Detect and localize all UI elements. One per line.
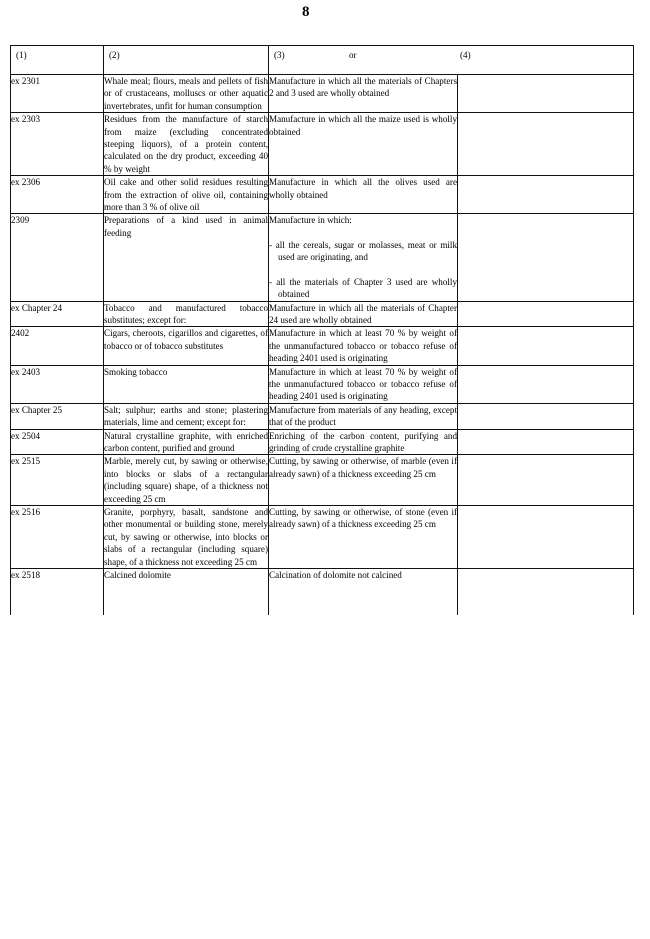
row-working bbox=[269, 214, 458, 301]
header-label-col4: (4) bbox=[460, 50, 471, 60]
row-description: Tobacco and manufactured tobacco substitutes; except for: bbox=[104, 302, 268, 325]
table-row bbox=[11, 214, 634, 301]
table-row bbox=[11, 75, 634, 113]
row-code: ex 2303 bbox=[11, 113, 104, 176]
row-working-intro: Manufacture in which: bbox=[269, 215, 352, 226]
row-working: Cutting, by sawing or otherwise, of marble (even if already sawn) of a thickness exceeding 25 cm bbox=[269, 455, 458, 506]
row-working: Cutting, by sawing or otherwise, of stone (even if already sawn) of a thickness exceeding 25 cm bbox=[269, 506, 458, 569]
row-working-bullet-1: - all the cereals, sugar or molasses, meat or milk used are originating, and bbox=[269, 239, 457, 263]
row-description: Granite, porphyry, basalt, sandstone and other monumental or building stone, merely cut, by sawing or otherwise, into blocks or slabs of a rectangular (including square) shape, of a thickness not exceeding 25 cm bbox=[104, 507, 268, 567]
row-code: 2402 bbox=[11, 327, 104, 365]
row-alternative bbox=[458, 455, 634, 506]
header-label-or: or bbox=[349, 50, 357, 60]
row-code: 2309 bbox=[11, 214, 104, 301]
header-label-col1: (1) bbox=[16, 50, 27, 60]
row-code: ex 2403 bbox=[11, 365, 104, 403]
row-alternative bbox=[458, 176, 634, 214]
table-row bbox=[11, 301, 634, 327]
row-working: Manufacture in which all the olives used are wholly obtained bbox=[269, 176, 458, 214]
origin-rules-table bbox=[10, 45, 634, 615]
row-working: Manufacture in which all the materials of Chapter 24 used are wholly obtained bbox=[269, 302, 457, 325]
header-label-col2: (2) bbox=[109, 50, 120, 60]
row-working: Manufacture in which at least 70 % by weight of the unmanufactured tobacco or tobacco refuse of heading 2401 used is originating bbox=[269, 366, 457, 402]
row-alternative bbox=[458, 569, 634, 616]
row-description: Whale meal; flours, meals and pellets of fish or of crustaceans, molluscs or other aquatic invertebrates, unfit for human consumption bbox=[104, 76, 268, 111]
header-label-col3: (3) bbox=[274, 50, 285, 60]
row-description: Salt; sulphur; earths and stone; plastering materials, lime and cement; except for: bbox=[104, 404, 268, 428]
table-header-row bbox=[11, 46, 634, 75]
row-code: ex 2504 bbox=[11, 429, 104, 455]
table-row bbox=[11, 327, 634, 365]
row-code: ex 2518 bbox=[11, 569, 104, 616]
table-row bbox=[11, 506, 634, 569]
row-code: ex 2301 bbox=[11, 75, 104, 113]
table-body bbox=[11, 46, 634, 616]
table-row bbox=[11, 403, 634, 429]
row-alternative bbox=[458, 365, 634, 403]
row-working-bullet-2: - all the materials of Chapter 3 used are wholly obtained bbox=[269, 276, 457, 300]
table-row bbox=[11, 455, 634, 506]
row-code: ex 2516 bbox=[11, 506, 104, 569]
row-alternative bbox=[458, 506, 634, 569]
row-working: Manufacture from materials of any heading, except that of the product bbox=[269, 404, 457, 428]
row-description: Residues from the manufacture of starch from maize (excluding concentrated steeping liquors), of a protein content, calculated on the dry product, exceeding 40 % by weight bbox=[104, 114, 268, 174]
row-description: Cigars, cheroots, cigarillos and cigarettes, of tobacco or of tobacco substitutes bbox=[104, 327, 269, 365]
origin-rules-table-wrapper bbox=[10, 45, 633, 615]
row-description: Oil cake and other solid residues resulting from the extraction of olive oil, containing more than 3 % of olive oil bbox=[104, 177, 268, 213]
row-description: Marble, merely cut, by sawing or otherwise, into blocks or slabs of a rectangular (including square) shape, of a thickness not exceeding 25 cm bbox=[104, 456, 268, 504]
table-row bbox=[11, 365, 634, 403]
header-merged-inner bbox=[269, 46, 633, 74]
header-cell-col3-col4 bbox=[269, 46, 634, 75]
row-working: Enriching of the carbon content, purifying and grinding of crude crystalline graphite bbox=[269, 430, 457, 453]
row-description: Calcined dolomite bbox=[104, 569, 269, 616]
row-description: Preparations of a kind used in animal feeding bbox=[104, 214, 269, 301]
row-code: ex 2306 bbox=[11, 176, 104, 214]
row-working: Manufacture in which all the materials of Chapters 2 and 3 used are wholly obtained bbox=[269, 75, 458, 113]
row-alternative bbox=[458, 214, 634, 301]
table-row bbox=[11, 429, 634, 455]
row-working: Manufacture in which all the maize used is wholly obtained bbox=[269, 113, 458, 176]
table-row bbox=[11, 176, 634, 214]
row-alternative bbox=[458, 429, 634, 455]
table-row bbox=[11, 113, 634, 176]
row-alternative bbox=[458, 301, 634, 327]
row-working: Manufacture in which at least 70 % by weight of the unmanufactured tobacco or tobacco refuse of heading 2401 used is originating bbox=[269, 328, 457, 364]
row-description: Smoking tobacco bbox=[104, 365, 269, 403]
header-cell-col1 bbox=[11, 46, 104, 75]
row-alternative bbox=[458, 113, 634, 176]
row-code: ex 2515 bbox=[11, 455, 104, 506]
row-alternative bbox=[458, 327, 634, 365]
page-number: 8 bbox=[302, 4, 310, 20]
row-alternative bbox=[458, 403, 634, 429]
row-alternative bbox=[458, 75, 634, 113]
row-code: ex Chapter 24 bbox=[11, 301, 104, 327]
table-row bbox=[11, 569, 634, 616]
row-working: Calcination of dolomite not calcined bbox=[269, 569, 458, 616]
row-code: ex Chapter 25 bbox=[11, 403, 104, 429]
row-description: Natural crystalline graphite, with enriched carbon content, purified and ground bbox=[104, 430, 268, 453]
header-cell-col2 bbox=[104, 46, 269, 75]
